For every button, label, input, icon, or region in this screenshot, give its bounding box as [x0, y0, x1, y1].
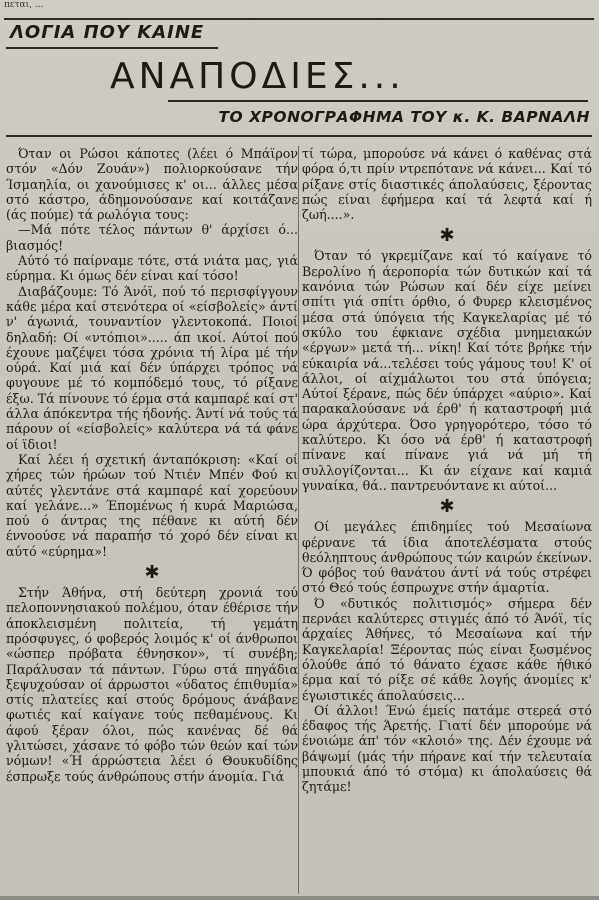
page-bottom-edge	[0, 896, 599, 900]
paragraph: Στήν Άθήνα, στή δεύτερη χρονιά τού πελοποννησιακού πολέμου, όταν έθέρισε τήν άποκλεισμένη πολιτεία, τή γεμάτη πρόσφυγες, ό φοβερός λοιμός κ' οί άνθρωποι «ώσπερ πρόβατα έθνησκον», τί συνέβη; Παράλυσαν τά πάντων. Γύρω στά πηγάδια ξεψυχούσαν οί άρρωστοι «ύδατος έπιθυμία» στίς πλατείες καί στούς δρόμους άνάβανε φωτιές καί καίγανε τούς πεθαμένους. Κι άφού ξέραν όλοι, πώς κανένας δέ θά γλιτώσει, χάσανε τό φόβο τών θεών καί τών νόμων! «Ή άρρώστεια λέει ό Θουκυδίδης έσπρωξε τούς άνθρώπους στήν άνομία. Γιά	[6, 585, 298, 784]
section-title: ΛΟΓΙΑ ΠΟΥ ΚΑΙΝΕ	[10, 22, 205, 43]
paragraph: Ό «δυτικός πολιτισμός» σήμερα δέν περνάει καλύτερες στιγμές άπό τό Άνόϊ, τίς άρχαίες Άθήνες, τό Μεσαίωνα καί τήν Καγκελαρία! Ξέροντας πώς είναι ξωσμένος όλούθε άπό τό θάνατο έχασε κάθε ήθικό έρμα καί τό ρίξε σέ κάθε λογής άνομίες κ' έγωιστικές άπολαύσεις...	[302, 595, 592, 703]
paragraph: Οί μεγάλες έπιδημίες τού Μεσαίωνα φέρνανε τά ίδια άποτελέσματα στούς θεόληπτους άνθρώπους τών καιρών έκείνων. Ό φόβος τού θανάτου άντί νά τούς στρέφει στό Θεό τούς έσπρωχνε στήν άμαρτία.	[302, 519, 592, 596]
previous-column-text: πεται, ...	[4, 0, 44, 10]
paragraph: Διαβάζουμε: Τό Άνόϊ, πού τό περισφίγγουν κάθε μέρα καί στενότερα οί «είσβολείς» άντί ν' άγωνιά, τουναντίον γλεντοκοπά. Ποιοί δηλαδή: Οί «ντόπιοι»..... άπ ικοί. Αύτοί πού έχουνε μαζέψει τόσα χρόνια τή λίρα μέ τήν ούρά. Καί μιά καί δέν ύπάρχει τρόπος νά φυγουνε μέ τό κομπόδεμό τους, τό ρίξανε έξω. Τά πίνουνε τό έρμα στά καμπαρέ καί στ' άλλα άπόκεντρα τής ήδονής. Άντί νά τούς τά πάρουν οί «είσβολείς» καλύτερα νά τά φάνε οί ϊδιοι!	[6, 283, 298, 452]
section-underline	[6, 47, 218, 49]
paragraph: —Μά πότε τέλος πάντων θ' άρχίσει ό... βιασμός!	[6, 222, 298, 253]
top-rule	[4, 18, 594, 20]
left-column	[6, 146, 298, 784]
subheadline: ΤΟ ΧΡΟΝΟΓΡΑΦΗΜΑ ΤΟΥ κ. Κ. ΒΑΡΝΑΛΗ	[218, 108, 590, 126]
headline: ΑΝΑΠΟΔΙΕΣ...	[110, 56, 405, 97]
paragraph: Όταν οι Ρώσοι κάποτες (λέει ό Μπάϊρον στόν «Δόν Ζουάν») πολιορκούσανε τήν Ίσμαηλία, οι χανούμισες κ' οι... άλλες μέσα στό κάστρο, άδημονούσανε καί κοιτάζανε (άς πούμε) τά ρωλόγια τους:	[6, 146, 298, 223]
separator-asterisk: ✱	[144, 562, 160, 584]
paragraph: Όταν τό γκρεμίζανε καί τό καίγανε τό Βερολίνο ή άεροπορία τών δυτικών καί τά κανόνια τών Ρώσων καί δέν είχε μείνει σπίτι γιά σπίτι όρθιο, ό Φυρερ κλεισμένος μέσα στά ύπόγεια τής Καγκελαρίας μέ τό σκύλο του έφκιανε σχέδια μνημειακών «έργων» μετά τή... νίκη! Καί τότε βρήκε τήν εύκαιρία νά...τελέσει τούς γάμους του! Κ' οί άλλοι, οί αίχμάλωτοι του στά ύπόγεια; Αύτοί ξέρανε, πώς δέν ύπάρχει «αύριο». Καί παρακαλούσανε νά έρθ' ή καταστροφή μιά ώρα άρχύτερα. Όσο γρηγορότερο, τόσο τό καλύτερο. Κι όσο νά έρθ' ή καταστροφή πίνανε καί πίνανε γιά νά μή τή συλλογίζονται... Κι άν είχανε καί καμιά γυναίκα, θά.. παντρευόντανε κι αύτοί...	[302, 248, 592, 493]
subhead-underline	[6, 135, 592, 137]
headline-underline	[168, 100, 588, 102]
separator-asterisk: ✱	[439, 225, 455, 247]
right-column	[302, 146, 592, 795]
paragraph: τί τώρα, μπορούσε νά κάνει ό καθένας στά φόρα ό,τι πρίν ντρεπότανε νά κάνει... Καί τό ρίξανε στίς διαστικές άπολαύσεις, ξέροντας πώς είναι έφήμερα καί τά λεφτά καί ή ζωή....».	[302, 146, 592, 223]
paragraph: Αύτό τό παίρναμε τότε, στά νιάτα μας, γιά εύρημα. Κι όμως δέν είναι καί τόσο!	[6, 253, 298, 284]
separator-asterisk: ✱	[439, 496, 455, 518]
previous-column-strip	[0, 0, 599, 14]
paragraph: Οί άλλοι! Ένώ έμείς πατάμε στερεά στό έδαφος τής Άρετής. Γιατί δέν μπορούμε νά ένοιώμε άπ' τόν «κλοιό» της. Δέν έχουμε νά βάψωμί (μάς τήν πήρανε καί τήν τελευταία μπουκιά άπό τό στόμα) κι άπολαύσεις θά ζητάμε!	[302, 702, 592, 795]
column-divider	[298, 146, 299, 894]
paragraph: Καί λέει ή σχετική άνταπόκριση: «Καί οί χήρες τών ήρώων τού Ντιέν Μπέν Φού κι αύτές γλεντάνε στά καμπαρέ καί χορεύουν καί γελάνε...» Έπομένως ή κυρά Μαριώσα, πού ό άντρας της πέθανε κι αύτή δέν ένvοούσε νά παραπήσ τό χορό δέν είναι κι αύτό «εύρημα»!	[6, 451, 298, 559]
